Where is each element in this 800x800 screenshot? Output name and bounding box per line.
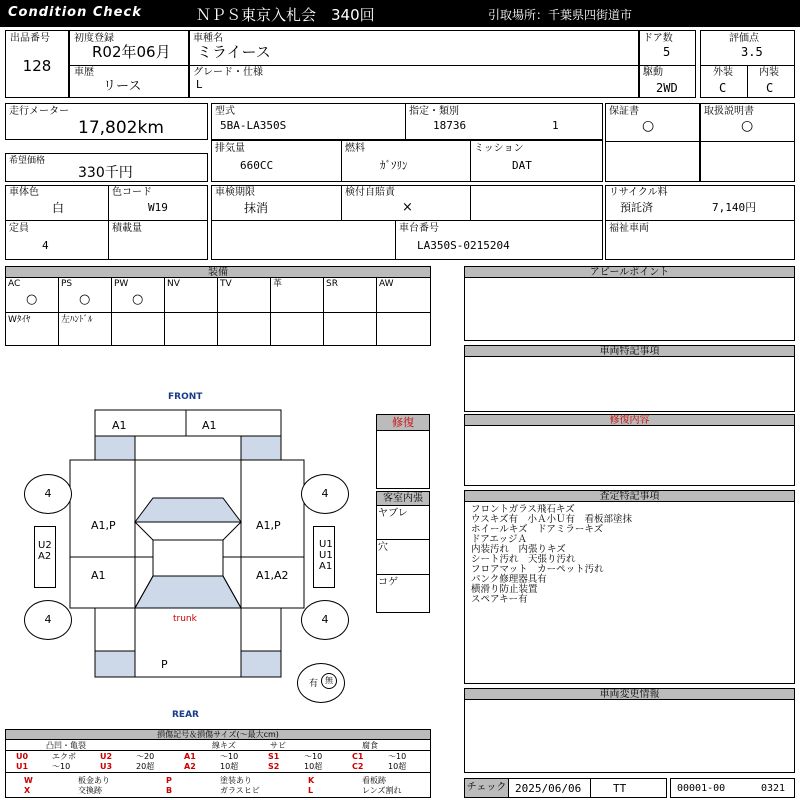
name-label: 車種名 [193,33,223,44]
equipment-key: NV [167,279,180,289]
changes-title: 車両変更情報 [465,689,794,700]
equipment-extra-cell-5 [271,313,324,345]
tire-front-left [24,474,72,514]
equipment-title: 装備 [6,267,430,278]
equipment-cell-1 [59,278,112,312]
capacity-label: 定員 [9,223,29,234]
model-label: 型式 [215,106,235,117]
right-side-mark-1: U1 [319,539,333,550]
mark-front-left: A1 [112,419,127,432]
recycle-status: 預託済 [620,201,653,214]
equipment-key: TV [220,279,232,289]
manual-value: ○ [741,118,754,134]
interior-label: 客室内張 [377,492,429,506]
legend-code: A1 [184,752,196,761]
equipment-value: ○ [79,292,91,307]
score-value: 3.5 [741,45,763,59]
category-value: 1 [552,119,559,132]
repair-box [376,414,430,489]
legend-code: C1 [352,752,364,761]
warranty-label: 保証書 [609,106,639,117]
appeal-title: アピールポイント [465,267,794,278]
legend-code: U3 [100,762,113,771]
mark-right-rear-door: A1,A2 [256,569,289,582]
footer-code [670,778,795,798]
color-code-label: 色コード [112,187,152,198]
interior-box [376,491,430,613]
legend-code: C2 [352,762,364,771]
repair-detail-title: 修復内容 [465,415,794,426]
fuel-value: ｶﾞｿﾘﾝ [380,159,408,172]
equipment-extra-label: Wﾀｲﾔ [8,315,31,325]
equipment-extra-cell-1 [59,313,112,345]
interior-value: C [766,81,774,95]
left-side-mark-2: A2 [38,551,52,562]
equipment-extra-cell-6 [324,313,377,345]
manual-label: 取扱説明書 [704,106,754,117]
recycle-label: リサイクル料 [609,187,668,198]
grade-label: グレード・仕様 [193,67,263,78]
legend-desc: 〜10 [388,752,407,761]
mission-value: DAT [512,159,532,172]
model-box [211,103,407,140]
form-title: Condition Check [8,5,142,20]
spare-tire [297,663,345,703]
tire-rear-left [24,600,72,640]
score-label: 評価点 [729,33,759,44]
right-side-mark-3: A1 [319,561,333,572]
inspection-note: 横滑り防止装置 [471,584,538,595]
notes-box [464,490,795,684]
warranty-box [605,103,700,182]
equipment-extra-cell-4 [218,313,271,345]
drive-label: 駆動 [643,67,663,78]
legend-code: L [308,786,314,795]
footer-check [464,778,667,798]
inspection-note: スペアキー有 [471,594,528,605]
equipment-extra-cell-2 [112,313,165,345]
right-side-mark-2: U1 [319,550,333,561]
legend-title: 損傷記号＆損傷サイズ(〜最大cm) [6,730,430,740]
inspection-box [211,185,603,260]
tire-front-left-mark: 4 [44,487,52,500]
tire-rear-right-mark: 4 [321,613,329,626]
equipment-cell-4 [218,278,271,312]
inspection-note: ウスキズ有 小Ａ小Ｕ有 看板部塗抹 [471,514,633,525]
legend-code: S1 [268,752,280,761]
inspection-label: 車検期限 [215,187,255,198]
mark-left-front-door: A1,P [91,519,116,532]
color-label: 車体色 [9,187,39,198]
mark-rear-bumper: P [161,658,168,671]
legend-divider [6,772,430,773]
legend-desc: 〜10 [52,762,71,771]
history-label: 車歴 [74,67,94,78]
legend-code: B [166,786,173,795]
designation-box [405,103,603,140]
special-box [464,345,795,412]
legend-code: K [308,776,315,785]
changes-box [464,688,795,773]
tire-front-right-mark: 4 [321,487,329,500]
equipment-cell-0 [6,278,59,312]
history-value: リース [103,79,142,94]
legend-group: 腐食 [362,741,378,750]
equipment-cell-3 [165,278,218,312]
inspection-value: 抹消 [244,201,269,215]
equipment-cell-7 [377,278,430,312]
legend-code: U2 [100,752,113,761]
engine-box [211,140,603,182]
drive-value: 2WD [656,81,678,95]
fuel-label: 燃料 [345,143,365,154]
equipment-value: ○ [26,292,38,307]
inspection-note: シート汚れ 天張り汚れ [471,554,576,565]
color-value: 白 [52,201,65,215]
left-side-mark-1: U2 [38,540,52,551]
check-date: 2025/06/06 [515,782,582,795]
interior-item-2: 穴 [378,542,388,553]
hope-price-box [5,153,208,182]
legend-group: 線キズ [212,741,236,750]
interior-item-1: ヤブレ [378,508,408,519]
legend-desc: 〜20 [136,752,155,761]
tire-rear-left-mark: 4 [44,613,52,626]
first-reg-value: R02年06月 [92,43,171,61]
pickup-location: 引取場所：千葉県四街道市 [488,8,633,22]
displacement-value: 660CC [240,159,274,172]
equipment-value: ○ [132,292,144,307]
spare-none-mark: 無 [321,673,337,689]
chassis-value: LA350S-0215204 [417,239,510,252]
equipment-key: PW [114,279,129,289]
inspector: TT [613,782,627,795]
legend-desc: レンズ割れ [362,786,402,795]
legend-divider [6,750,430,751]
designation-label: 指定・類別 [409,106,459,117]
repair-detail-box [464,414,795,486]
rear-label: REAR [172,710,199,720]
left-side-box [34,526,56,588]
car-diagram [0,380,376,720]
interior-label: 内装 [759,67,779,78]
mark-left-rear-door: A1 [91,569,106,582]
damage-legend [5,729,431,798]
doors-label: ドア数 [643,33,673,44]
legend-group: サビ [270,741,286,750]
doors-value: 5 [663,45,671,59]
mileage-box [5,103,208,140]
equipment-cell-6 [324,278,377,312]
equipment-key: PS [61,279,73,289]
legend-code: A2 [184,762,196,771]
trunk-label: trunk [173,614,197,624]
inspection-note: フロアマット カーペット汚れ [471,564,604,575]
exterior-value: C [719,81,727,95]
mileage-label: 走行メーター [9,106,69,117]
legend-desc: 〜10 [220,752,239,761]
reg-box [69,30,189,98]
inspection-note: ホイールキズ ドアミラーキズ [471,524,604,535]
hope-price-label: 希望価格 [9,156,46,166]
tire-front-right [301,474,349,514]
legend-desc: 10超 [304,762,323,771]
capacity-value: 4 [42,239,49,252]
inspection-note: パンク修理器具有 [471,574,547,585]
repair-label: 修復 [377,415,429,431]
legend-desc: 塗装あり [220,776,252,785]
legend-code: S2 [268,762,280,771]
score-box [700,30,795,98]
header-bar [0,0,800,27]
recycle-fee: 7,140円 [712,201,757,214]
equipment-extra-label: 左ﾊﾝﾄﾞﾙ [61,315,93,325]
equipment-extra-cell-3 [165,313,218,345]
insurance-label: 検付自賠責 [345,187,395,198]
lot-number: 128 [22,57,52,75]
mark-right-front-door: A1,P [256,519,281,532]
lot-label: 出品番号 [10,33,50,44]
equipment-table [5,266,431,346]
special-title: 車両特記事項 [465,346,794,357]
inspection-note: ドアエッジＡ [471,534,528,545]
lot-box [5,30,69,98]
mark-front-right: A1 [202,419,217,432]
warranty-value: ○ [642,118,655,134]
legend-desc: 看板跡 [362,776,386,785]
legend-desc: ガラスヒビ [220,786,260,795]
doors-drive-box [639,30,696,98]
hope-price-value: 330千円 [78,165,133,181]
legend-code: U0 [16,752,29,761]
recycle-box [605,185,795,260]
legend-code: X [24,786,31,795]
legend-desc: 〜10 [304,752,323,761]
legend-desc: 10超 [220,762,239,771]
front-label: FRONT [168,392,203,402]
legend-code: W [24,776,33,785]
model-value: 5BA-LA350S [220,119,287,132]
exterior-label: 外装 [713,67,733,78]
insurance-value: × [402,200,413,215]
tire-rear-right [301,600,349,640]
number-value: 0321 [761,783,786,794]
color-box [5,185,208,260]
equipment-extra-cell-0 [6,313,59,345]
auction-title: ＮＰＳ東京入札会 340回 [196,6,375,24]
grade-value: L [196,78,203,91]
equipment-cell-5 [271,278,324,312]
vehicle-name: ミライース [197,43,271,61]
load-label: 積載量 [112,223,142,234]
mission-label: ミッション [474,143,524,154]
manual-box [700,103,795,182]
appeal-box [464,266,795,341]
legend-desc: 板金あり [78,776,110,785]
legend-group: 凸凹・亀裂 [46,741,86,750]
legend-code: U1 [16,762,29,771]
equipment-key: AC [8,279,21,289]
equipment-key: AW [379,279,394,289]
equipment-key: SR [326,279,338,289]
inspection-note: 内装汚れ 内張りキズ [471,544,566,555]
mileage-value: 17,802km [78,118,164,138]
right-side-box [313,526,335,588]
color-code-value: W19 [148,201,168,214]
chassis-label: 車台番号 [399,223,439,234]
code-value: 00001-00 [677,783,726,794]
legend-desc: 20超 [136,762,155,771]
inspection-note: フロントガラス飛石キズ [471,504,575,515]
spare-present: 有 [309,679,319,689]
check-label: チェック [465,779,509,797]
equipment-cell-2 [112,278,165,312]
designation-value: 18736 [433,119,467,132]
first-reg-label: 初度登録 [74,33,114,44]
legend-desc: 交換跡 [78,786,102,795]
name-box [189,30,639,98]
welfare-label: 福祉車両 [609,223,649,234]
notes-title: 査定特記事項 [465,491,794,502]
equipment-key: 革 [273,279,283,289]
legend-desc: エクボ [52,752,76,761]
legend-desc: 10超 [388,762,407,771]
interior-item-3: コゲ [378,577,398,588]
displacement-label: 排気量 [215,143,245,154]
legend-code: P [166,776,172,785]
